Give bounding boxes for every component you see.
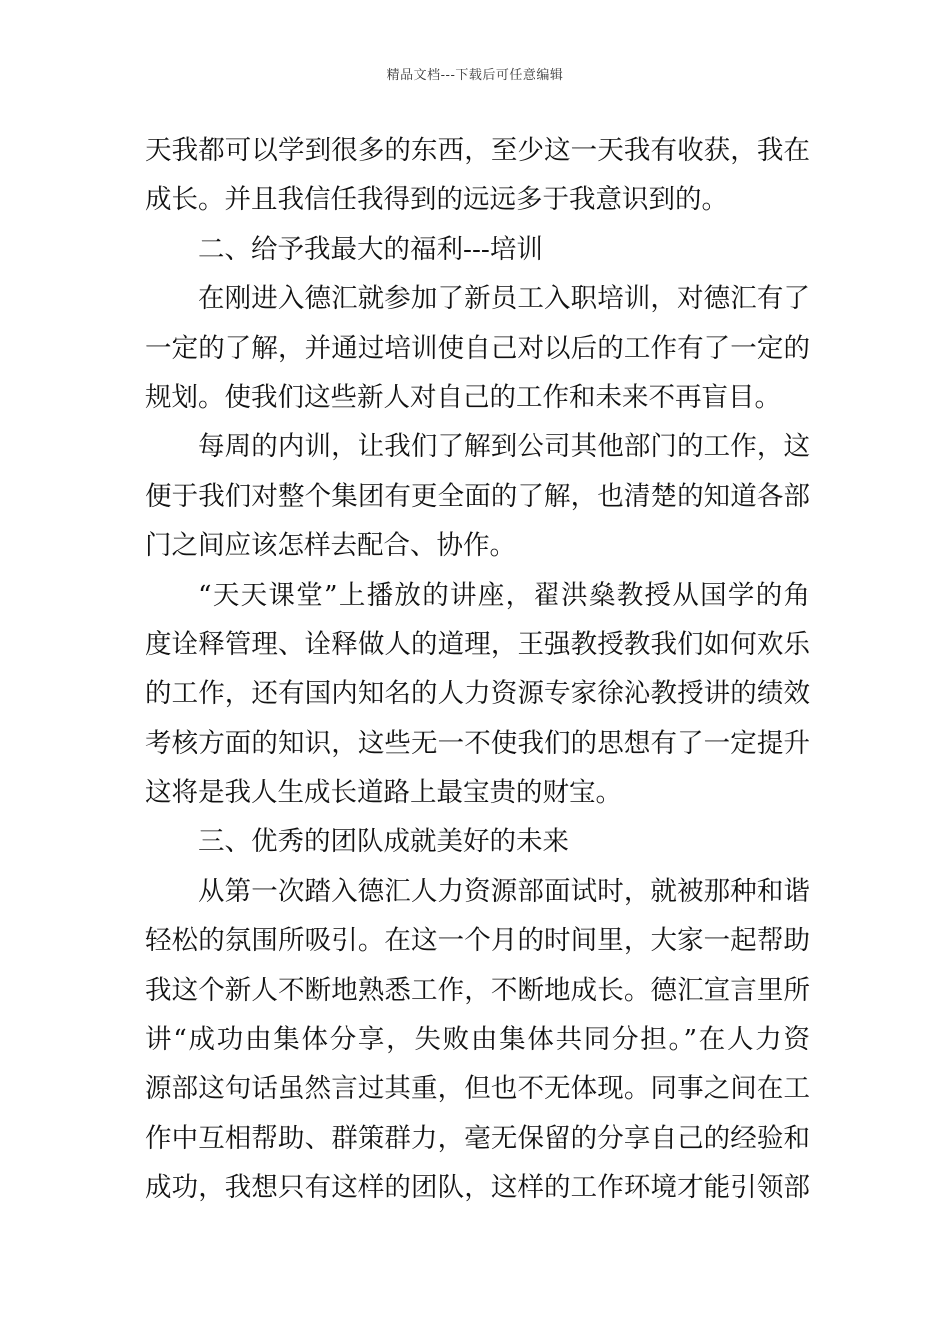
text-line: 一定的了解，并通过培训使自己对以后的工作有了一定的 bbox=[145, 332, 810, 364]
text-line: 成长。并且我信任我得到的远远多于我意识到的。 bbox=[145, 184, 728, 216]
text-line: 每周的内训，让我们了解到公司其他部门的工作，这 bbox=[198, 431, 810, 463]
text-line: 我这个新人不断地熟悉工作，不断地成长。德汇宣言里所 bbox=[145, 974, 810, 1006]
text-line: 这将是我人生成长道路上最宝贵的财宝。 bbox=[145, 777, 622, 809]
text-line: 的工作，还有国内知名的人力资源专家徐沁教授讲的绩效 bbox=[145, 678, 810, 710]
text-line: 门之间应该怎样去配合、协作。 bbox=[145, 530, 516, 562]
text-line: “天天课堂”上播放的讲座，翟洪燊教授从国学的角 bbox=[198, 579, 810, 611]
text-line: 二、给予我最大的福利---培训 bbox=[198, 233, 543, 265]
text-line: 便于我们对整个集团有更全面的了解，也清楚的知道各部 bbox=[145, 480, 810, 512]
text-line: 规划。使我们这些新人对自己的工作和未来不再盲目。 bbox=[145, 381, 781, 413]
text-line: 讲“成功由集体分享，失败由集体共同分担。”在人力资 bbox=[145, 1024, 810, 1056]
text-line: 轻松的氛围所吸引。在这一个月的时间里，大家一起帮助 bbox=[145, 925, 810, 957]
text-line: 三、优秀的团队成就美好的未来 bbox=[198, 826, 569, 858]
text-line: 从第一次踏入德汇人力资源部面试时，就被那种和谐 bbox=[198, 875, 810, 907]
text-line: 天我都可以学到很多的东西，至少这一天我有收获，我在 bbox=[145, 135, 810, 166]
document-body bbox=[145, 126, 810, 1213]
text-line: 成功，我想只有这样的团队，这样的工作环境才能引领部 bbox=[145, 1172, 810, 1204]
text-line: 考核方面的知识，这些无一不使我们的思想有了一定提升 bbox=[145, 727, 810, 759]
text-line: 作中互相帮助、群策群力，毫无保留的分享自己的经验和 bbox=[145, 1122, 810, 1154]
text-line: 源部这句话虽然言过其重，但也不无体现。同事之间在工 bbox=[145, 1073, 810, 1105]
text-line: 在刚进入德汇就参加了新员工入职培训，对德汇有了 bbox=[198, 283, 810, 315]
page-header: 精品文档---下载后可任意编辑 bbox=[386, 68, 564, 83]
text-line: 度诠释管理、诠释做人的道理，王强教授教我们如何欢乐 bbox=[145, 628, 810, 660]
